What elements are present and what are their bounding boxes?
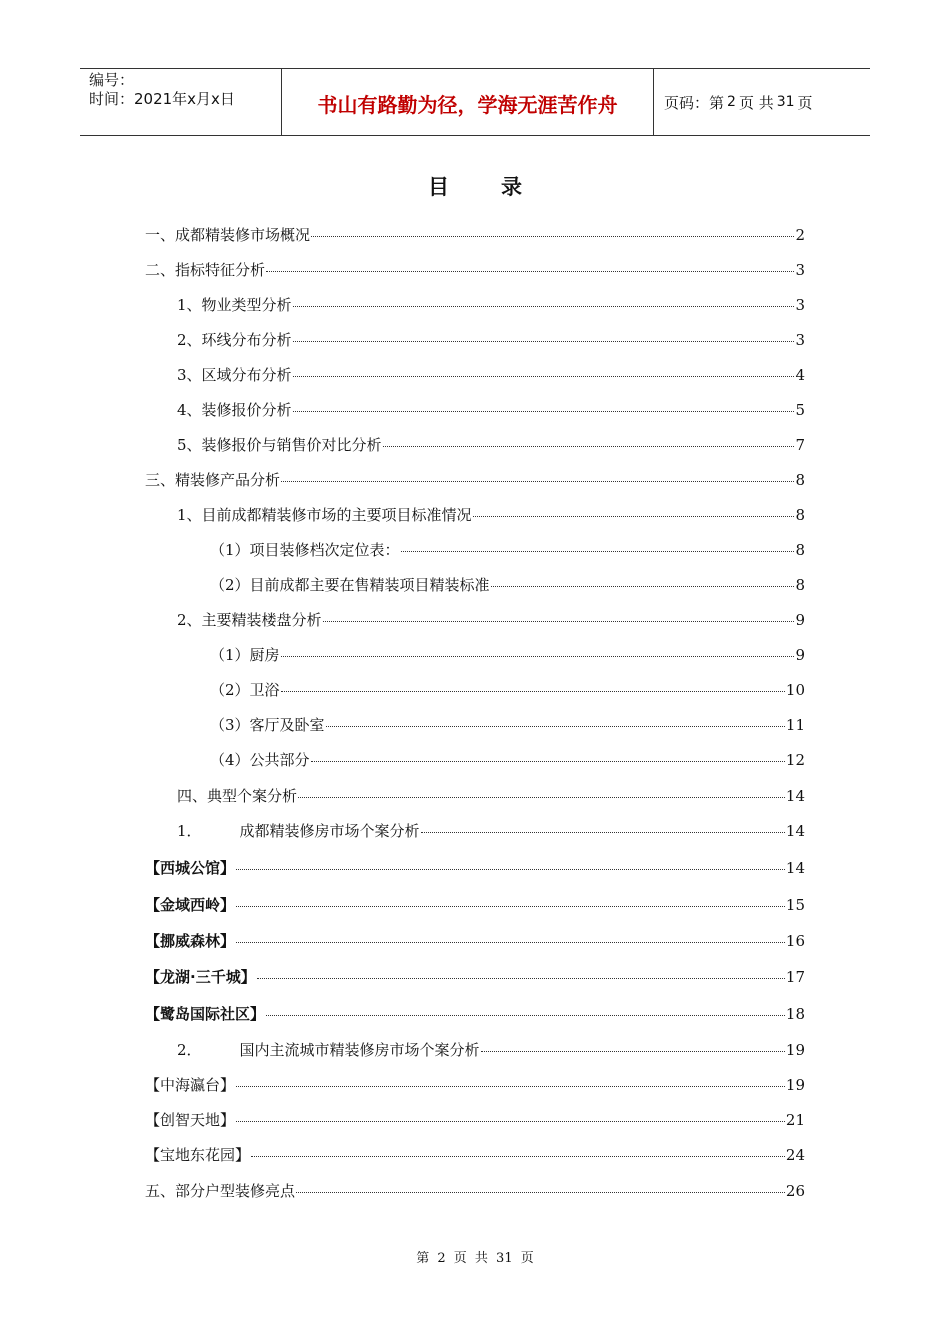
page-suffix: 页 [797, 93, 813, 112]
toc-entry-text: 成都精装修房市场个案分析 [239, 822, 420, 840]
toc-leader-dots [296, 1192, 785, 1193]
page-total: 31 [776, 94, 795, 110]
toc-entry-page: 3 [795, 296, 805, 314]
toc-entry-label [177, 1039, 480, 1060]
toc-entry-label [177, 399, 292, 420]
toc-entry-label [145, 224, 310, 245]
toc-entry-text: 【中海瀛台】 [145, 1076, 236, 1094]
toc-entry-page: 9 [795, 646, 805, 664]
toc-entry-label [177, 294, 292, 315]
header-time: 时间：2021年x月x日 [89, 90, 235, 108]
toc-entry-number: 1． [177, 822, 202, 840]
toc-leader-dots [293, 341, 795, 342]
toc-entry-page: 8 [795, 506, 805, 524]
toc-entry-text: 国内主流城市精装修房市场个案分析 [239, 1041, 480, 1059]
toc-entry-number: 2． [177, 1041, 202, 1059]
toc-entry-text: （1）项目装修档次定位表： [210, 541, 400, 559]
toc-leader-dots [281, 481, 794, 482]
toc-entry-label [177, 785, 297, 806]
toc-entry-page: 21 [785, 1111, 805, 1129]
toc-entry-label [210, 539, 400, 560]
toc-entry-text: 5、装修报价与销售价对比分析 [177, 436, 382, 454]
toc-entry-page: 17 [785, 968, 805, 986]
toc-entry-text: （2）卫浴 [210, 681, 280, 699]
toc-entry-text: 【西城公馆】 [145, 859, 236, 877]
toc-entry-label [145, 469, 280, 490]
toc-entry-text: 一、成都精装修市场概况 [145, 226, 311, 244]
toc-entry-label [177, 364, 292, 385]
toc-entry-page: 16 [785, 932, 805, 950]
toc-entry-page: 9 [795, 611, 805, 629]
header-code: 编号： [89, 71, 135, 89]
toc-leader-dots [383, 446, 795, 447]
toc-entry-text: 1、目前成都精装修市场的主要项目标准情况 [177, 506, 472, 524]
toc-leader-dots [298, 797, 785, 798]
header-page-info [654, 69, 870, 135]
toc-entry-page: 11 [785, 716, 805, 734]
toc-entry-text: （3）客厅及卧室 [210, 716, 325, 734]
toc-leader-dots [236, 942, 785, 943]
toc-entry[interactable] [145, 1074, 805, 1095]
toc-entry-text: 【创智天地】 [145, 1111, 236, 1129]
toc-leader-dots [293, 376, 795, 377]
page-header [80, 68, 870, 136]
toc-entry[interactable] [145, 930, 805, 951]
toc-entry-page: 19 [785, 1076, 805, 1094]
toc-leader-dots [257, 978, 785, 979]
toc-entry-text: 四、典型个案分析 [177, 787, 298, 805]
toc-leader-dots [311, 761, 785, 762]
toc-entry-label [145, 259, 265, 280]
toc-entry-text: 1、物业类型分析 [177, 296, 292, 314]
toc-entry[interactable] [210, 574, 805, 595]
toc-entry[interactable] [177, 329, 805, 350]
toc-entry-page: 15 [785, 896, 805, 914]
toc-entry-page: 3 [795, 331, 805, 349]
toc-entry-page: 18 [785, 1005, 805, 1023]
toc-entry[interactable] [177, 820, 805, 841]
page-mid: 页 共 [738, 93, 774, 112]
toc-entry-text: 二、指标特征分析 [145, 261, 266, 279]
toc-entry-text: 【挪威森林】 [145, 932, 236, 950]
toc-entry-page: 14 [785, 822, 805, 840]
toc-leader-dots [491, 586, 795, 587]
toc-entry[interactable] [145, 966, 805, 987]
toc-entry-label [177, 609, 322, 630]
toc-entry-label [145, 1074, 235, 1095]
toc-entry-text: 【宝地东花园】 [145, 1146, 251, 1164]
toc-entry[interactable] [145, 469, 805, 490]
toc-entry-label [145, 1180, 295, 1201]
toc-entry-page: 8 [795, 576, 805, 594]
toc-leader-dots [236, 906, 785, 907]
toc-leader-dots [266, 271, 794, 272]
toc-entry[interactable] [210, 714, 805, 735]
toc-leader-dots [236, 1121, 785, 1122]
toc-leader-dots [293, 411, 795, 412]
toc-entry-page: 4 [795, 366, 805, 384]
toc-entry-page: 7 [795, 436, 805, 454]
toc-entry-page: 26 [785, 1182, 805, 1200]
toc-entry-label [145, 1144, 250, 1165]
toc-leader-dots [421, 832, 785, 833]
toc-entry[interactable] [210, 539, 805, 560]
toc-entry[interactable] [145, 1180, 805, 1201]
toc-entry[interactable] [145, 1109, 805, 1130]
toc-entry-label [145, 1003, 265, 1024]
toc-entry-page: 19 [785, 1041, 805, 1059]
toc-title: 目录 [428, 175, 574, 199]
toc-entry-label [145, 966, 256, 987]
toc-entry-text: （2）目前成都主要在售精装项目精装标准 [210, 576, 490, 594]
toc-entry-label [177, 329, 292, 350]
toc-entry[interactable] [145, 1003, 805, 1024]
toc-entry[interactable] [145, 894, 805, 915]
toc-entry[interactable] [177, 434, 805, 455]
toc-leader-dots [251, 1156, 785, 1157]
toc-leader-dots [401, 551, 795, 552]
toc-entry-label [177, 820, 420, 841]
toc-entry[interactable] [177, 1039, 805, 1060]
toc-entry[interactable] [210, 644, 805, 665]
toc-entry-text: 4、装修报价分析 [177, 401, 292, 419]
toc-leader-dots [236, 869, 785, 870]
toc-entry[interactable] [210, 749, 805, 770]
toc-entry-page: 10 [785, 681, 805, 699]
toc-entry-label [210, 574, 490, 595]
toc-entry-text: 【龙湖·三千城】 [145, 968, 256, 986]
toc-leader-dots [236, 1086, 785, 1087]
toc-leader-dots [481, 1051, 785, 1052]
page-prefix: 页码：第 [664, 93, 725, 112]
toc-entry-page: 14 [785, 787, 805, 805]
toc-leader-dots [323, 621, 795, 622]
toc-entry-text: （1）厨房 [210, 646, 280, 664]
toc-entry-text: 3、区域分布分析 [177, 366, 292, 384]
toc-entry-label [210, 679, 280, 700]
toc-entry[interactable] [177, 785, 805, 806]
toc-entry-text: 2、主要精装楼盘分析 [177, 611, 322, 629]
toc-entry[interactable] [177, 504, 805, 525]
toc-entry-page: 14 [785, 859, 805, 877]
toc-entry[interactable] [145, 857, 805, 878]
toc-entry-page: 8 [795, 471, 805, 489]
toc-entry[interactable] [177, 294, 805, 315]
toc-entry[interactable] [145, 224, 805, 245]
toc-entry-label [210, 644, 280, 665]
toc-leader-dots [311, 236, 794, 237]
toc-entry[interactable] [145, 1144, 805, 1165]
toc-entry-label [145, 857, 235, 878]
toc-entry-label [210, 749, 310, 770]
toc-entry-page: 8 [795, 541, 805, 559]
toc-leader-dots [293, 306, 795, 307]
toc-entry-label [177, 504, 472, 525]
toc-entry[interactable] [177, 399, 805, 420]
toc-entry[interactable] [210, 679, 805, 700]
toc-leader-dots [281, 691, 785, 692]
toc-entry-label [210, 714, 325, 735]
toc-entry[interactable] [177, 609, 805, 630]
toc-entry-page: 3 [795, 261, 805, 279]
header-meta [80, 69, 282, 135]
toc-entry-page: 5 [795, 401, 805, 419]
header-motto: 书山有路勤为径，学海无涯苦作舟 [282, 69, 654, 135]
toc-entry-label [177, 434, 382, 455]
page-footer: 第 2 页 共 31 页 [416, 1251, 534, 1266]
toc-entry-page: 12 [785, 751, 805, 769]
toc-entry-text: （4）公共部分 [210, 751, 310, 769]
toc-entry-label [145, 894, 235, 915]
toc-entry-page: 24 [785, 1146, 805, 1164]
toc-leader-dots [473, 516, 795, 517]
toc-entry-label [145, 1109, 235, 1130]
toc-entry-text: 三、精装修产品分析 [145, 471, 281, 489]
toc-entry-page: 2 [795, 226, 805, 244]
toc-entry[interactable] [145, 259, 805, 280]
toc-entry-text: 五、部分户型装修亮点 [145, 1182, 296, 1200]
toc-leader-dots [326, 726, 785, 727]
toc-entry-text: 2、环线分布分析 [177, 331, 292, 349]
toc-leader-dots [281, 656, 795, 657]
toc-entry-label [145, 930, 235, 951]
toc-entry-text: 【金域西岭】 [145, 896, 236, 914]
page-current: 2 [727, 94, 736, 110]
toc-entry-text: 【鹭岛国际社区】 [145, 1005, 266, 1023]
toc-entry[interactable] [177, 364, 805, 385]
toc-leader-dots [266, 1015, 785, 1016]
